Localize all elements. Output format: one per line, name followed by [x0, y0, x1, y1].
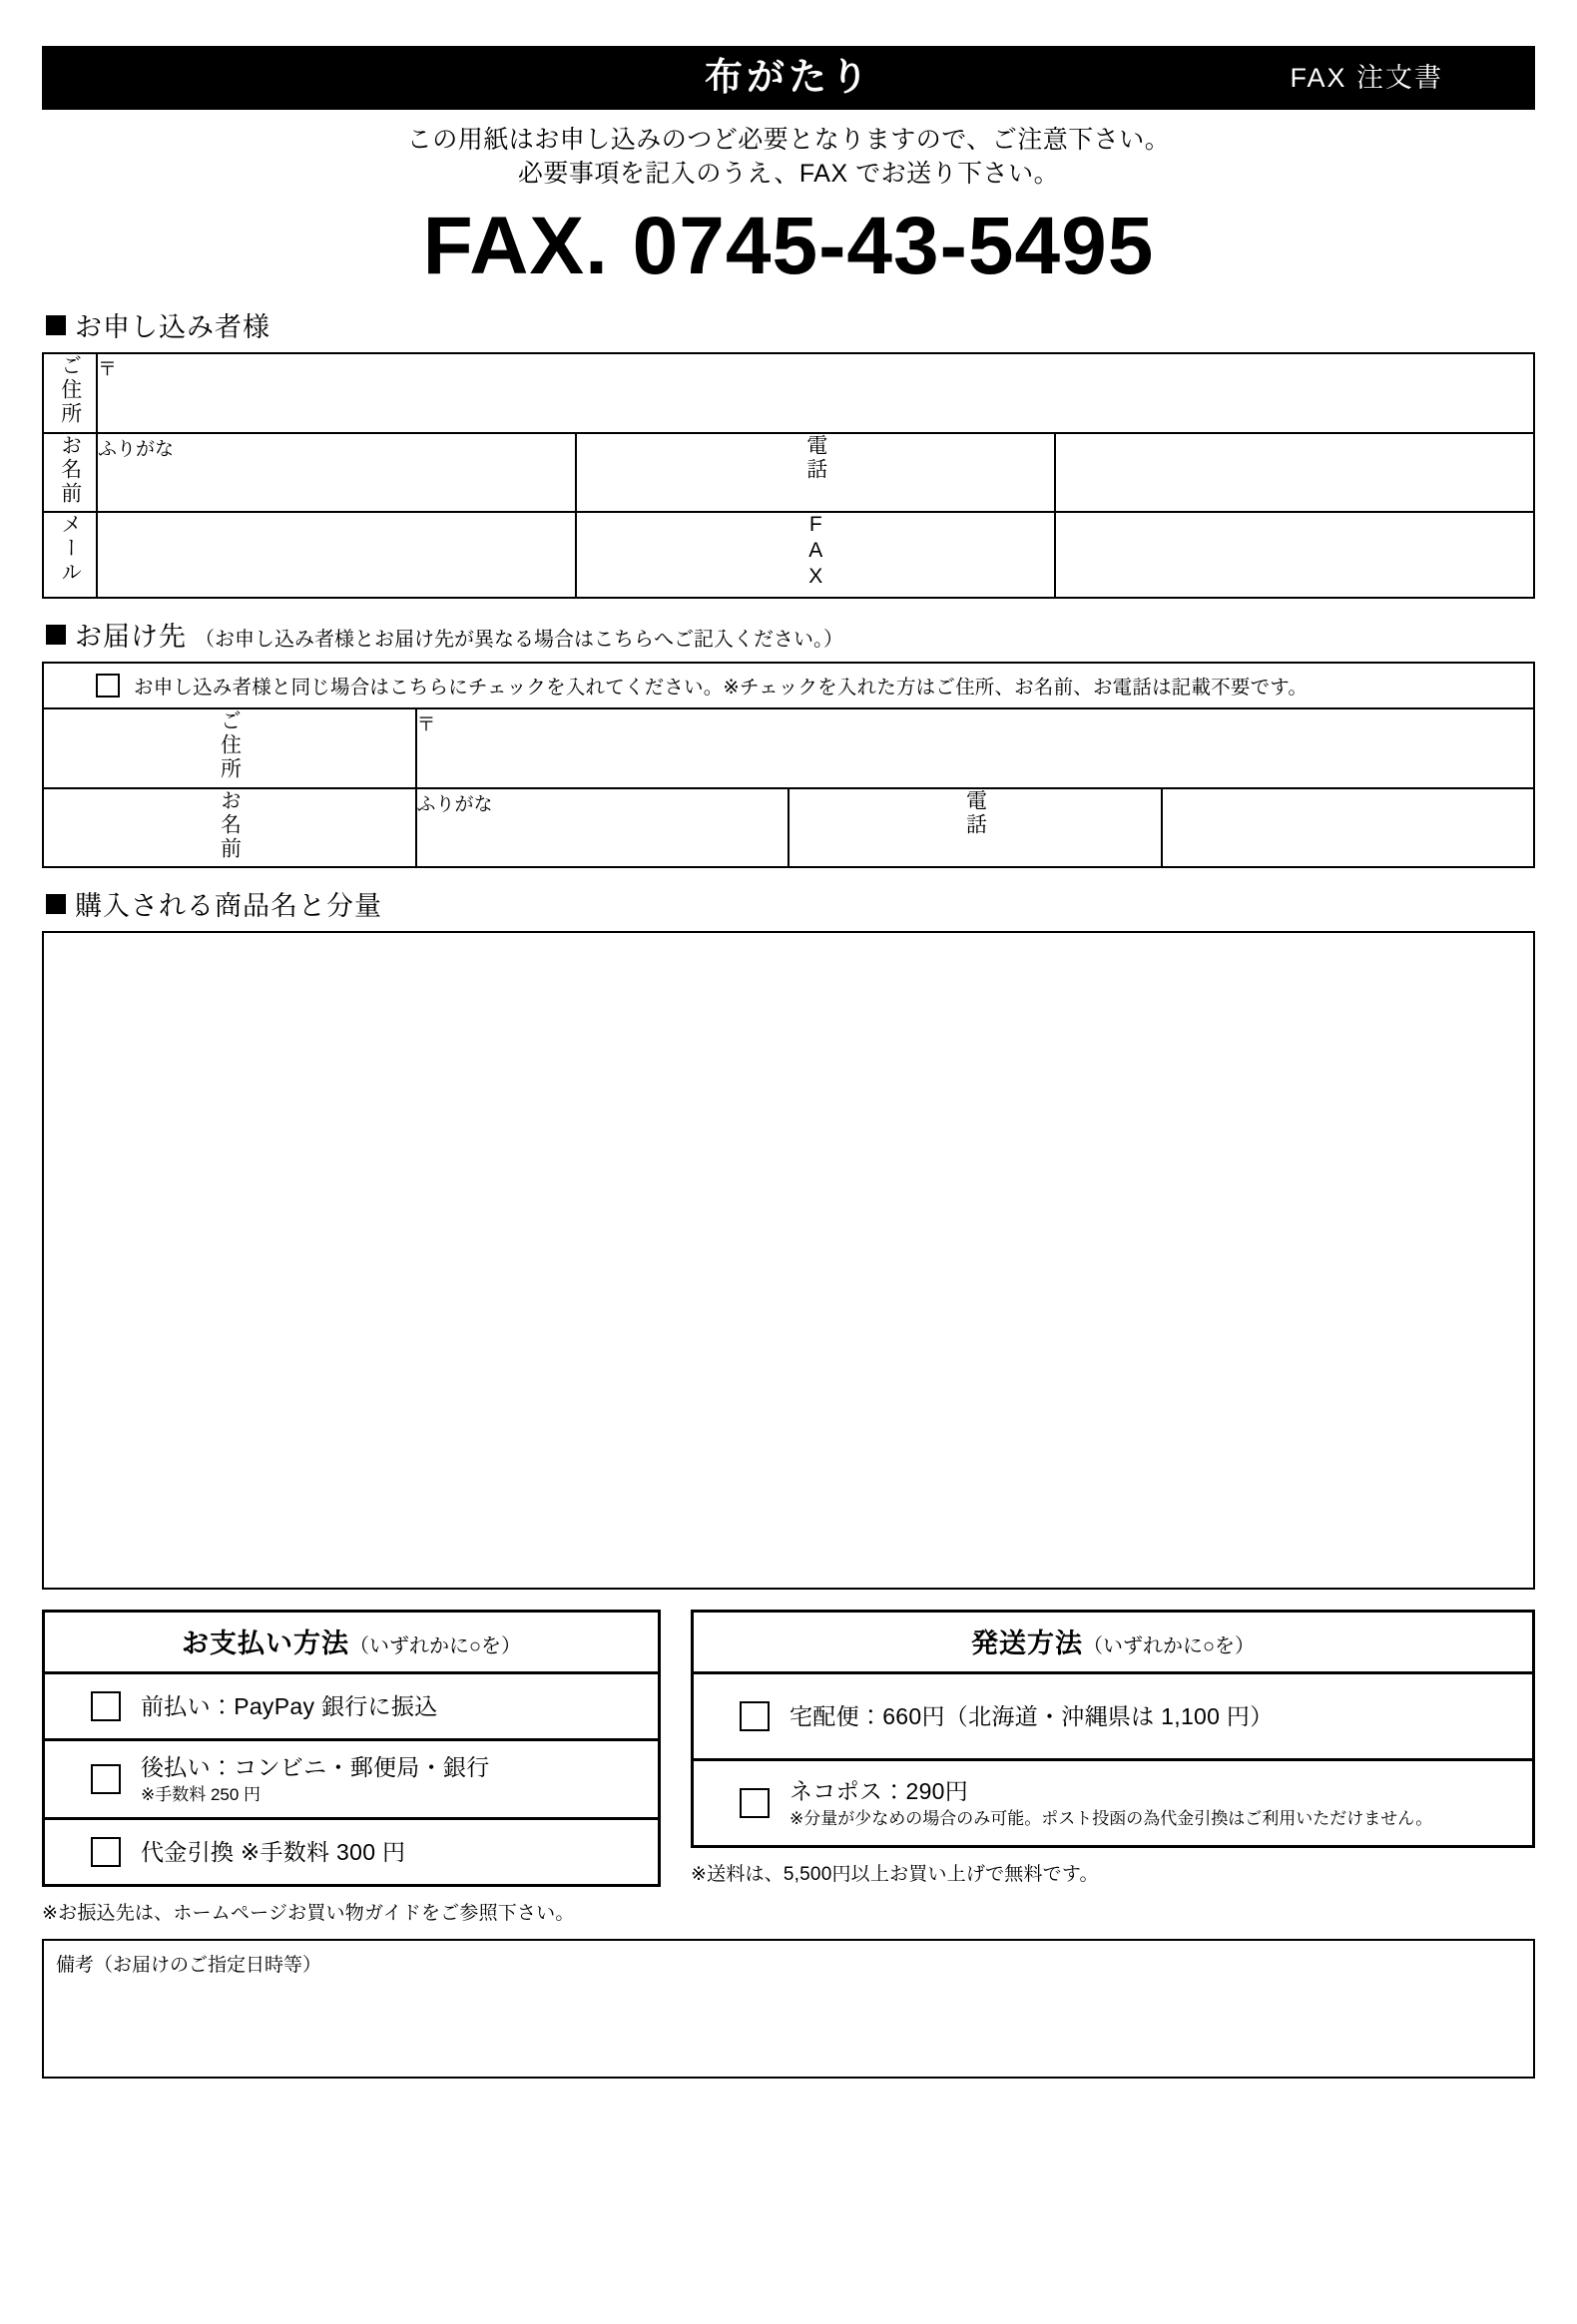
applicant-address-row [43, 353, 1534, 433]
applicant-name-row [43, 433, 1534, 513]
delivery-name-label-cell [43, 788, 416, 868]
remarks-box[interactable] [42, 1939, 1535, 2079]
applicant-address-label-cell [43, 353, 97, 433]
delivery-tel-label-cell [788, 788, 1162, 868]
payment-cod-label: 代金引換 ※手数料 300 円 [141, 1838, 406, 1865]
delivery-section-heading [46, 615, 1535, 654]
shipping-nekoposu-checkbox[interactable] [740, 1788, 770, 1818]
delivery-heading-note: （お申し込み者様とお届け先が異なる場合はこちらへご記入ください。） [195, 628, 843, 651]
payment-note: ※お振込先は、ホームページお買い物ガイドをご参照下さい。 [42, 1903, 575, 1925]
applicant-mail-input[interactable] [97, 512, 576, 598]
shipping-method-title: 発送方法 [970, 1628, 1083, 1659]
applicant-name-label: お名前 [58, 433, 82, 506]
shipping-takuhaibin-checkbox[interactable] [740, 1701, 770, 1731]
payment-prepay-label: 前払い：PayPay 銀行に振込 [141, 1692, 438, 1719]
shipping-column [691, 1610, 1535, 1925]
applicant-fax-label: FAX [803, 513, 827, 592]
delivery-same-as-applicant-row [43, 663, 1534, 708]
delivery-address-input[interactable] [416, 708, 1535, 788]
black-square-bullet-icon [46, 894, 66, 914]
payment-option-postpay[interactable] [45, 1741, 658, 1820]
applicant-address-input[interactable] [97, 353, 1534, 433]
applicant-tel-label: 電話 [803, 433, 827, 482]
applicant-mail-label: メール [58, 513, 82, 586]
delivery-address-label: ご住所 [218, 708, 242, 781]
payment-postpay-label: 後払い：コンビニ・郵便局・銀行 [141, 1754, 490, 1781]
same-as-applicant-checkbox[interactable] [96, 674, 120, 697]
shipping-option-takuhaibin[interactable] [694, 1674, 1532, 1761]
payment-prepay-checkbox[interactable] [91, 1691, 121, 1721]
applicant-address-label: ご住所 [58, 353, 82, 426]
shipping-method-title-row [694, 1613, 1532, 1674]
payment-method-title-row [45, 1613, 658, 1674]
delivery-heading-label: お届け先 [75, 621, 187, 652]
payment-method-title: お支払い方法 [181, 1628, 349, 1659]
fax-order-form-page [0, 46, 1577, 2324]
delivery-name-input[interactable] [416, 788, 789, 868]
payment-option-cod[interactable] [45, 1820, 658, 1884]
applicant-tel-label-cell [576, 433, 1055, 513]
delivery-same-as-applicant-cell[interactable] [43, 663, 1534, 708]
applicant-name-input[interactable] [97, 433, 576, 513]
applicant-fax-input[interactable] [1055, 512, 1534, 598]
delivery-name-row [43, 788, 1534, 868]
document-type-label: FAX 注文書 [1290, 63, 1443, 93]
payment-method-title-sub: （いずれかに○を） [348, 1635, 522, 1658]
delivery-address-label-cell [43, 708, 416, 788]
delivery-tel-input[interactable] [1162, 788, 1535, 868]
applicant-section-heading [46, 305, 1535, 344]
shipping-method-box [691, 1610, 1535, 1848]
page-header-bar [42, 46, 1535, 110]
applicant-fax-label-cell [576, 512, 1055, 598]
shipping-nekoposu-note: ※分量が少なめの場合のみ可能。ポスト投函の為代金引換はご利用いただけません。 [789, 1808, 1433, 1828]
applicant-tel-input[interactable] [1055, 433, 1534, 513]
applicant-heading-label: お申し込み者様 [75, 311, 270, 342]
delivery-address-row [43, 708, 1534, 788]
payment-postpay-checkbox[interactable] [91, 1764, 121, 1794]
delivery-tel-label: 電話 [963, 788, 987, 837]
bottom-options-row [42, 1610, 1535, 1925]
black-square-bullet-icon [46, 625, 66, 645]
applicant-furigana-hint: ふりがな [98, 438, 175, 460]
products-entry-area[interactable] [42, 931, 1535, 1590]
products-heading-label: 購入される商品名と分量 [75, 891, 382, 922]
shipping-method-title-sub: （いずれかに○を） [1082, 1635, 1256, 1658]
applicant-table [42, 352, 1535, 599]
intro-line-1: この用紙はお申し込みのつど必要となりますので、ご注意下さい。 [406, 126, 1171, 154]
delivery-table [42, 662, 1535, 869]
delivery-furigana-hint: ふりがな [416, 793, 493, 815]
applicant-mail-label-cell [43, 512, 97, 598]
intro-text [42, 124, 1535, 192]
shipping-takuhaibin-label: 宅配便：660円（北海道・沖縄県は 1,100 円） [789, 1702, 1274, 1729]
black-square-bullet-icon [46, 315, 66, 335]
payment-column [42, 1610, 661, 1925]
shipping-note: ※送料は、5,500円以上お買い上げで無料です。 [691, 1864, 1099, 1886]
postal-code-mark: 〒 [98, 358, 118, 380]
same-as-applicant-label: お申し込み者様と同じ場合はこちらにチェックを入れてください。※チェックを入れた方はご住所、お名前、お電話は記載不要です。 [134, 676, 1309, 698]
delivery-name-label: お名前 [218, 788, 242, 861]
remarks-label: 備考（お届けのご指定日時等） [56, 1955, 322, 1977]
payment-postpay-text [141, 1753, 490, 1805]
shipping-option-nekoposu[interactable] [694, 1761, 1532, 1845]
payment-cod-checkbox[interactable] [91, 1837, 121, 1867]
shipping-nekoposu-text [789, 1777, 1432, 1829]
products-section-heading [46, 884, 1535, 923]
brand-title: 布がたり [704, 57, 872, 99]
payment-option-prepay[interactable] [45, 1674, 658, 1741]
shipping-nekoposu-label: ネコポス：290円 [789, 1778, 969, 1805]
payment-method-box [42, 1610, 661, 1887]
applicant-name-label-cell [43, 433, 97, 513]
fax-number: FAX. 0745-43-5495 [422, 200, 1155, 291]
intro-line-2: 必要事項を記入のうえ、FAX でお送り下さい。 [517, 159, 1060, 188]
applicant-mail-row [43, 512, 1534, 598]
postal-code-mark: 〒 [416, 713, 436, 735]
payment-postpay-fee-note: ※手数料 250 円 [141, 1784, 262, 1804]
